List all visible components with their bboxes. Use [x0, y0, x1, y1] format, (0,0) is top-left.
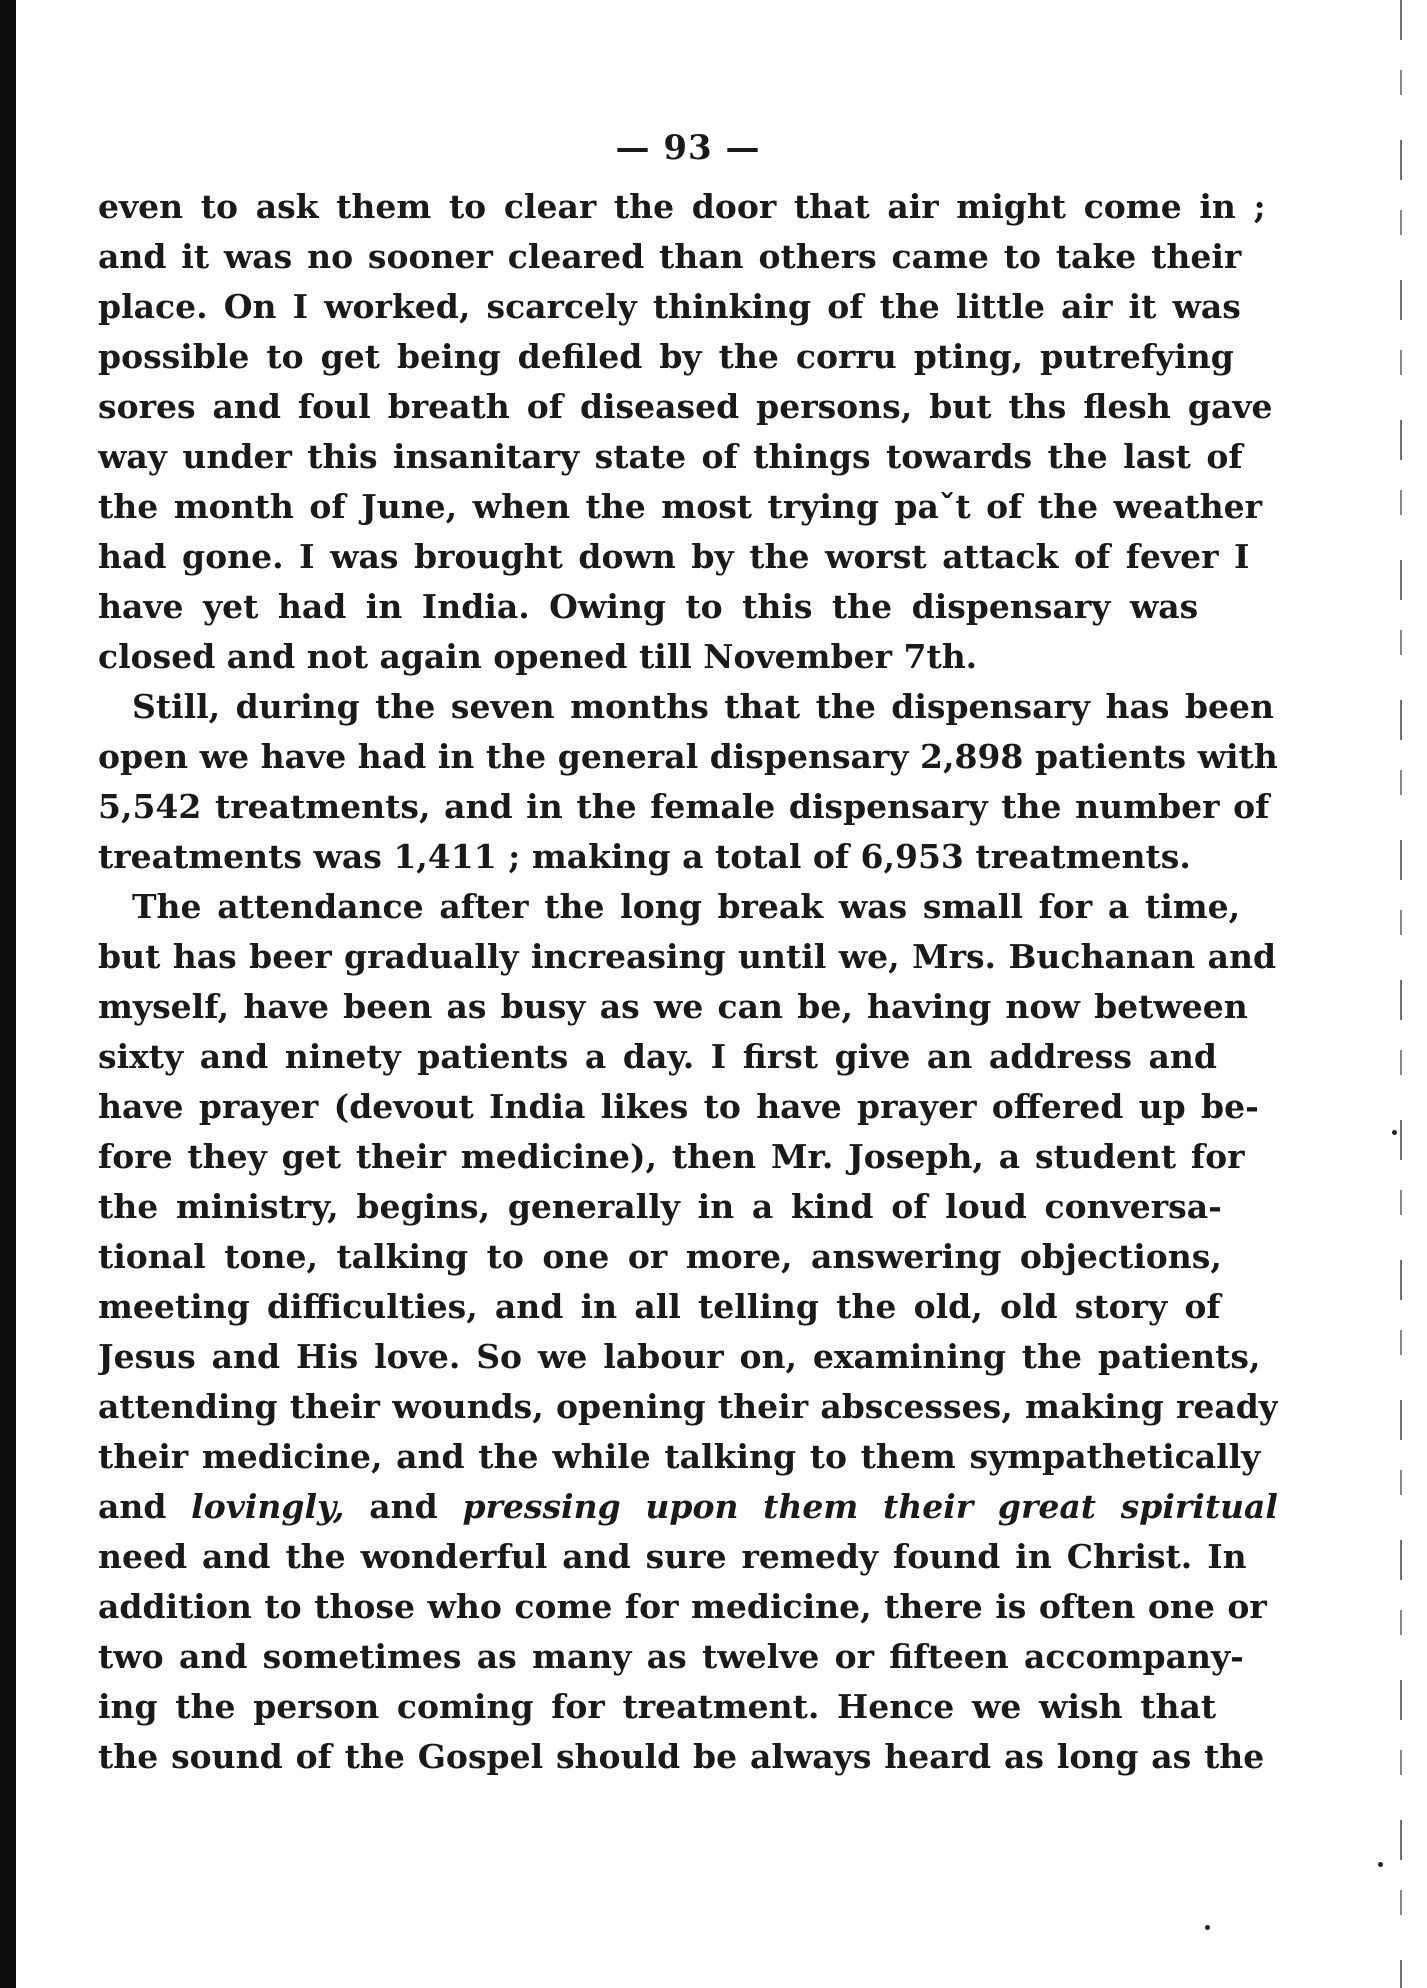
text-line: tional tone, talking to one or more, answering objections,	[98, 1237, 1222, 1276]
page-number: — 93 —	[615, 128, 761, 168]
text-line: the ministry, begins, generally in a kind of loud conversa-	[98, 1187, 1222, 1226]
scan-speck	[1378, 1862, 1383, 1867]
text-line: the month of June, when the most trying paˇt of the weather	[98, 487, 1262, 526]
document-page	[98, 128, 1278, 1782]
text-run: and	[98, 1487, 192, 1526]
text-line: sixty and ninety patients a day. I first give an address and	[98, 1037, 1217, 1076]
scan-left-edge	[0, 0, 16, 1988]
text-line: and it was no sooner cleared than others came to take their	[98, 237, 1242, 276]
text-line: closed and not again opened till November 7th.	[98, 637, 978, 676]
text-line: open we have had in the general dispensary 2,898 patients with	[98, 737, 1278, 776]
text-line: the sound of the Gospel should be always heard as long as the	[98, 1737, 1265, 1776]
text-line: treatments was 1,411 ; making a total of 6,953 treatments.	[98, 837, 1191, 876]
text-line: Jesus and His love. So we labour on, examining the patients,	[98, 1337, 1261, 1376]
text-line: even to ask them to clear the door that air might come in ;	[98, 187, 1266, 226]
italic-run: pressing upon them their great spiritual	[462, 1487, 1278, 1526]
text-line: need and the wonderful and sure remedy found in Christ. In	[98, 1537, 1247, 1576]
text-line: their medicine, and the while talking to them sympathetically	[98, 1437, 1261, 1476]
text-line: ing the person coming for treatment. Hence we wish that	[98, 1687, 1217, 1726]
text-run: and	[344, 1487, 463, 1526]
text-line: way under this insanitary state of things towards the last of	[98, 437, 1243, 476]
page-body	[98, 182, 1278, 1782]
text-line: possible to get being defiled by the corru pting, putrefying	[98, 337, 1234, 376]
italic-run: lovingly,	[191, 1487, 345, 1526]
text-line: place. On I worked, scarcely thinking of the little air it was	[98, 287, 1241, 326]
text-line: Still, during the seven months that the dispensary has been	[132, 687, 1275, 726]
text-line: have prayer (devout India likes to have prayer offered up be-	[98, 1087, 1259, 1126]
text-line: The attendance after the long break was small for a time,	[132, 887, 1241, 926]
text-line: 5,542 treatments, and in the female dispensary the number of	[98, 787, 1270, 826]
text-line: addition to those who come for medicine, there is often one or	[98, 1587, 1267, 1626]
text-line: had gone. I was brought down by the worst attack of fever I	[98, 537, 1250, 576]
scan-speck	[1205, 1925, 1210, 1930]
text-line: fore they get their medicine), then Mr. Joseph, a student for	[98, 1137, 1245, 1176]
text-line: myself, have been as busy as we can be, having now between	[98, 987, 1248, 1026]
text-line: have yet had in India. Owing to this the dispensary was	[98, 587, 1199, 626]
text-line: attending their wounds, opening their abscesses, making ready	[98, 1387, 1278, 1426]
scan-speck	[1392, 1130, 1397, 1135]
text-line: meeting difficulties, and in all telling the old, old story of	[98, 1287, 1221, 1326]
text-line: sores and foul breath of diseased persons, but ths flesh gave	[98, 387, 1273, 426]
text-line: but has beer gradually increasing until we, Mrs. Buchanan and	[98, 937, 1277, 976]
text-line: two and sometimes as many as twelve or fifteen accompany-	[98, 1637, 1244, 1676]
text-line	[98, 1482, 1278, 1532]
scan-right-edge	[1400, 0, 1402, 1988]
